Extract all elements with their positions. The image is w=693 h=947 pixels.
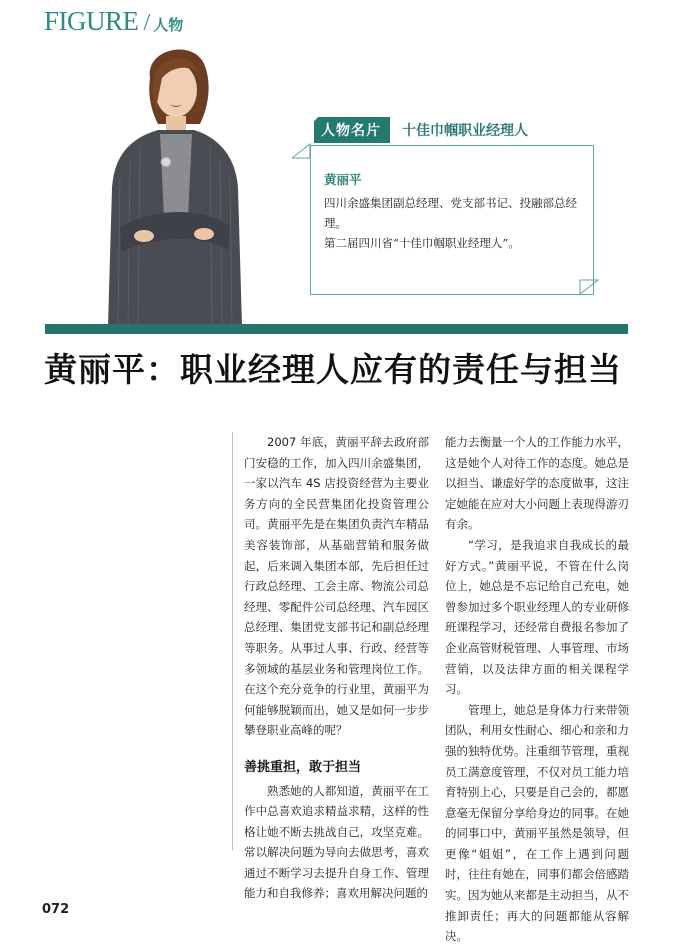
paragraph: “学习，是我追求自我成长的最好方式。”黄丽平说，不管在什么岗位上，她总是不忘记给自己充电，她曾参加过多个职业经理人的专业研修班课程学习，还经常自费报名参加了企业高管财税管理、人事管理、市场营销，以及法律方面的相关课程学习。 [445,537,629,697]
column-rule [232,432,233,850]
article-column-2 [445,432,629,947]
paragraph: 管理上，她总是身体力行来带领团队，利用女性耐心、细心和亲和力强的独特优势。注重细节管理，重视员工满意度管理，不仅对员工能力培育特别上心，只要是自己会的，都愿意毫无保留分享给身边的同事。在她的同事口中，黄丽平虽然是领导，但更像“姐姐”，在工作上遇到问题时，往往有她在，同事们都会倍感踏实。因为她从来都是主动担当，从不推卸责任；再大的问题都能从容解决。 [445,702,629,944]
card-frame-corner-left [292,140,316,160]
article-headline: 黄丽平：职业经理人应有的责任与担当 [44,350,622,389]
section-title-cn: 人物 [153,16,184,34]
profile-card-header [314,117,528,143]
portrait-photo [100,38,248,326]
section-separator: / [143,10,151,36]
article-column-1 [244,432,429,904]
section-header [44,6,183,37]
subheading: 善挑重担，敢于担当 [244,759,362,775]
profile-desc-line: 第二届四川省“十佳巾帼职业经理人”。 [324,236,520,250]
paragraph: 熟悉她的人都知道，黄丽平在工作中总喜欢追求精益求精，这样的性格让她不断去挑战自己，攻坚克难。常以解决问题为导向去做思考，喜欢通过不断学习去提升自身工作、管理能力和自我修养；喜欢用解决问题的 [244,783,429,901]
profile-description [324,193,586,253]
paragraph: 2007 年底，黄丽平辞去政府部门安稳的工作，加入四川余盛集团，一家以汽车 4S 店投资经营为主要业务方向的全民营集团化投资管理公司。黄丽平先是在集团负责汽车精品美容装饰部，从基础营销和服务做起，后来调入集团本部，先后担任过行政总经理、工会主席、物流公司总经理、零配件公司总经理、汽车园区总经理、集团党支部书记和副总经理等职务。从事过人事、行政、经营等多领域的基层业务和管理岗位工作。在这个充分竞争的行业里，黄丽平为何能够脱颖而出，她又是如何一步步攀登职业高峰的呢？ [244,435,429,738]
card-frame-corner-right [576,278,600,298]
profile-desc-line: 四川余盛集团副总经理、党支部书记、投融部总经理。 [324,196,577,230]
paragraph: 能力去衡量一个人的工作能力水平，这是她个人对待工作的态度。她总是以担当、谦虚好学的态度做事，这注定她能在应对大小问题上表现得游刃有余。 [445,435,629,532]
page-number: 072 [42,902,70,917]
section-title-en: FIGURE [44,6,139,36]
profile-name: 黄丽平 [324,172,362,187]
profile-card-title: 十佳巾帼职业经理人 [402,123,528,139]
profile-card-tag: 人物名片 [314,117,390,143]
divider-band [45,324,628,334]
